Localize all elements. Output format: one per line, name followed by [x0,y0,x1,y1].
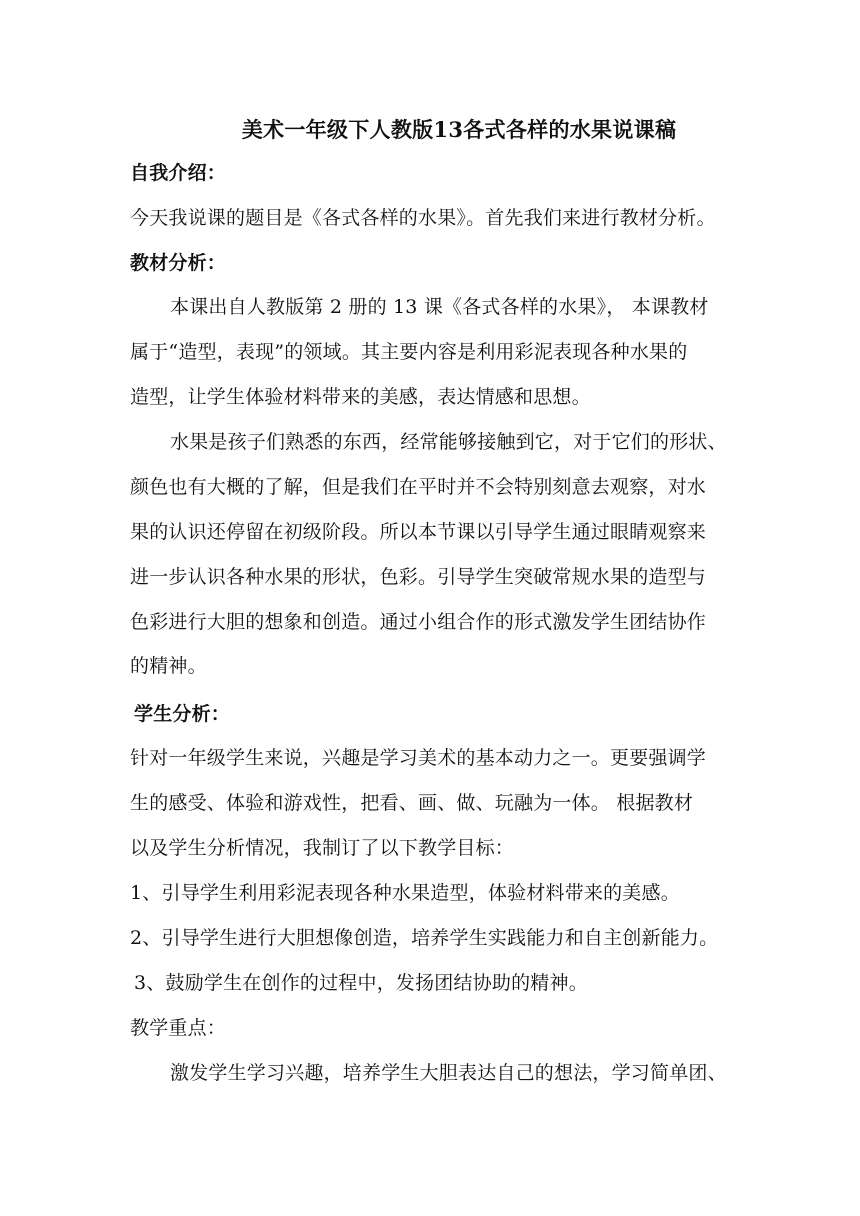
paragraph-line: 激发学生学习兴趣，培养学生大胆表达自己的想法，学习简单团、 [170,1062,727,1084]
teaching-goal-2: 2、引导学生进行大胆想像创造，培养学生实践能力和自主创新能力。 [130,927,719,949]
heading-self-intro: 自我介绍： [130,162,227,184]
paragraph-line: 进一步认识各种水果的形状，色彩。引导学生突破常规水果的造型与 [130,566,707,588]
paragraph-line: 针对一年级学生来说，兴趣是学习美术的基本动力之一。更要强调学 [130,747,707,769]
intro-text: 今天我说课的题目是《各式各样的水果》。首先我们来进行教材分析。 [130,207,716,229]
heading-student-analysis: 学生分析： [134,703,231,725]
paragraph-line: 的精神。 [130,655,207,677]
paragraph-line: 以及学生分析情况，我制订了以下教学目标： [130,837,515,859]
paragraph-line: 造型，让学生体验材料带来的美感，表达情感和思想。 [130,386,591,408]
paragraph-line: 色彩进行大胆的想象和创造。通过小组合作的形式激发学生团结协作 [130,611,707,633]
paragraph-line: 果的认识还停留在初级阶段。所以本节课以引导学生通过眼睛观察来 [130,521,707,543]
heading-teaching-key-points: 教学重点： [130,1017,227,1039]
paragraph-line: 生的感受、体验和游戏性，把看、画、做、玩融为一体。 根据教材 [130,792,694,814]
teaching-goal-3: 3、鼓励学生在创作的过程中，发扬团结协助的精神。 [134,972,588,994]
paragraph-line: 水果是孩子们熟悉的东西，经常能够接触到它，对于它们的形状、 [170,431,727,453]
paragraph-line: 颜色也有大概的了解，但是我们在平时并不会特别刻意去观察，对水 [130,476,707,498]
document-title: 美术一年级下人教版13各式各样的水果说课稿 [241,117,677,142]
paragraph-line: 属于“造型，表现”的领域。其主要内容是利用彩泥表现各种水果的 [130,341,688,363]
heading-material-analysis: 教材分析： [130,252,227,274]
paragraph-line: 本课出自人教版第 2 册的 13 课《各式各样的水果》， 本课教材 [170,296,709,318]
teaching-goal-1: 1、引导学生利用彩泥表现各种水果造型，体验材料带来的美感。 [130,882,680,904]
